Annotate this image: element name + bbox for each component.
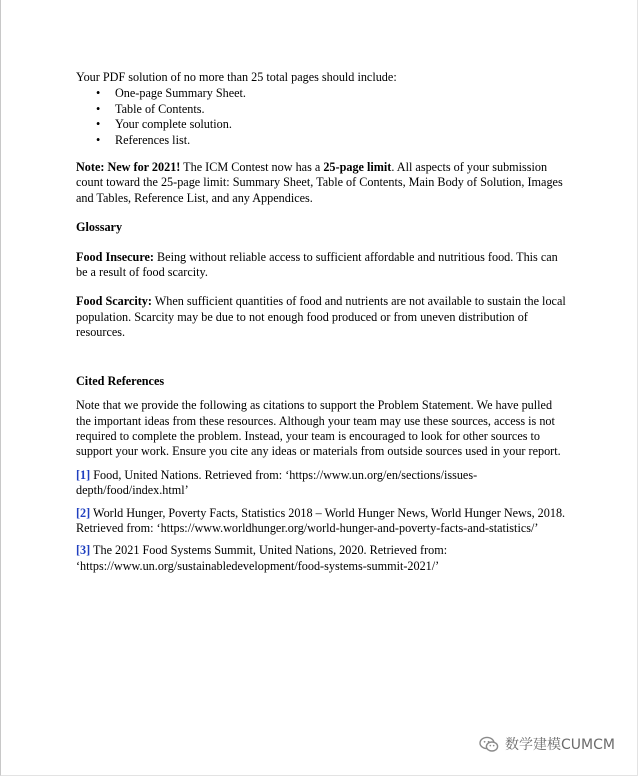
page-content xyxy=(76,70,566,581)
bullet-icon: • xyxy=(96,132,101,147)
reference-item xyxy=(76,506,566,537)
glossary-term: Food Insecure: xyxy=(76,249,154,264)
reference-item xyxy=(76,543,566,574)
watermark-text: 数学建模CUMCM xyxy=(505,737,615,753)
requirements-list xyxy=(76,86,566,148)
list-item: • One-page Summary Sheet. xyxy=(96,86,246,101)
reference-text: The 2021 Food Systems Summit, United Nations, 2020. Retrieved from: ‘https://www.un.org/sustainabledevelopment/food-systems-summit-2021/’ xyxy=(76,543,448,573)
glossary-definition: When sufficient quantities of food and nutrients are not available to sustain the local population. Scarcity may be due to not enough food produced or from uneven distribution of resources. xyxy=(76,294,566,340)
cited-references-intro: Note that we provide the following as citations to support the Problem Statement. We have pulled the important ideas from these resources. Although your team may use these sources, access is not required to complete the problem. Instead, your team is encouraged to look for other sources to support your work. Ensure you cite any ideas or materials from outside sources used in your report. xyxy=(76,398,561,459)
glossary-entry xyxy=(76,294,566,340)
glossary-definition: Being without reliable access to sufficient affordable and nutritious food. This can be a result of food scarcity. xyxy=(76,249,558,280)
note-new-label: New for 2021! xyxy=(107,160,181,175)
page-limit-note: Note: New for 2021! The ICM Contest now has a 25-page limit. All aspects of your submission count toward the 25-page limit: Summary Sheet, Table of Contents, Main Body of Solution, Images and Tables, Reference List, and any Appendices. xyxy=(76,160,563,205)
reference-item xyxy=(76,468,566,499)
bullet-icon: • xyxy=(96,117,101,132)
reference-number[interactable]: [2] xyxy=(76,505,91,520)
cited-references-heading: Cited References xyxy=(76,373,165,388)
list-item: • Your complete solution. xyxy=(96,117,232,132)
bullet-icon: • xyxy=(96,101,101,116)
note-label: Note: xyxy=(76,160,105,175)
reference-number[interactable]: [3] xyxy=(76,543,91,558)
reference-text: Food, United Nations. Retrieved from: ‘https://www.un.org/en/sections/issues-depth/food/index.html’ xyxy=(76,467,478,498)
glossary-term: Food Scarcity: xyxy=(76,294,152,309)
bullet-icon: • xyxy=(96,86,101,101)
reference-text: World Hunger, Poverty Facts, Statistics 2018 – World Hunger News, World Hunger News, 2018. Retrieved from: ‘https://www.worldhunger.org/world-hunger-and-poverty-facts-and-statistics/’ xyxy=(76,505,566,535)
glossary-heading: Glossary xyxy=(76,220,123,235)
glossary-entry xyxy=(76,250,566,281)
note-limit: 25-page limit xyxy=(323,160,392,175)
wechat-icon xyxy=(479,736,499,753)
list-item: • References list. xyxy=(96,132,191,147)
requirements-intro: Your PDF solution of no more than 25 total pages should include: xyxy=(76,70,397,84)
reference-number[interactable]: [1] xyxy=(76,467,91,482)
watermark xyxy=(479,734,615,754)
list-item: • Table of Contents. xyxy=(96,101,205,116)
